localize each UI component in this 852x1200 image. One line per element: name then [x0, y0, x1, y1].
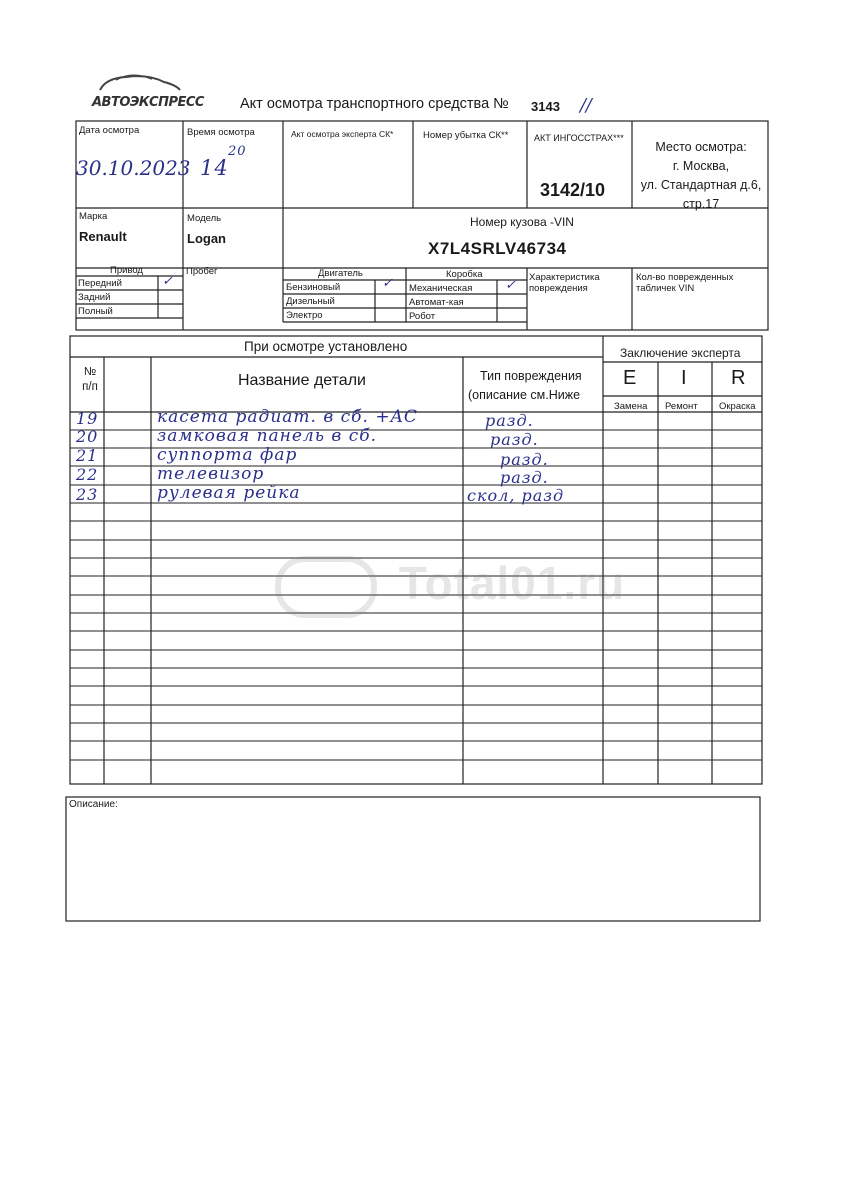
r-label: Окраска	[719, 401, 756, 412]
drive-front-check-icon: ✓	[162, 274, 174, 289]
row-damage-type: разд.	[490, 430, 539, 449]
engine-petrol-check-icon: ✓	[382, 276, 394, 291]
act-number: 3143	[531, 99, 560, 114]
date-label: Дата осмотра	[79, 125, 140, 136]
drive-option-full: Полный	[78, 306, 113, 317]
i-letter: I	[681, 367, 687, 389]
place-line-3: стр.17	[682, 197, 720, 211]
gearbox-option-robot: Робот	[409, 311, 436, 322]
vin-plates-label: Кол-во поврежденных табличек VIN	[636, 272, 734, 294]
model-label: Модель	[187, 213, 222, 224]
engine-label: Двигатель	[318, 268, 363, 279]
brand-label: Марка	[79, 211, 108, 222]
row-part-name: телевизор	[157, 464, 265, 484]
row-num: 19	[76, 409, 99, 428]
col-name-header: Название детали	[238, 372, 366, 389]
place-line-2: ул. Стандартная д.6,	[640, 178, 762, 192]
expert-act-label: Акт осмотра эксперта СК*	[291, 129, 394, 139]
loss-number-label: Номер убытка СК**	[423, 130, 509, 141]
act-number-mark: / /	[580, 95, 589, 116]
mileage-label: Пробег	[186, 266, 218, 277]
gearbox-option-manual: Механическая	[409, 283, 473, 294]
place-line-1: г. Москва,	[672, 159, 730, 173]
row-damage-type: разд.	[500, 468, 549, 487]
engine-option-diesel: Дизельный	[286, 296, 335, 307]
row-num: 23	[76, 485, 99, 504]
row-damage-type: скол, разд	[467, 486, 565, 505]
watermark-text: Total01.ru	[398, 557, 626, 610]
row-num: 22	[76, 465, 99, 484]
place-block	[634, 138, 768, 214]
place-label: Место осмотра:	[655, 140, 747, 154]
gearbox-manual-check-icon: ✓	[505, 278, 517, 293]
model-value: Logan	[187, 231, 226, 246]
row-part-name: касета радиат. в сб. +AC	[157, 407, 418, 427]
date-value: 30.10.2023	[76, 156, 191, 180]
ingos-value: 3142/10	[540, 180, 606, 200]
brand-value: Renault	[79, 229, 127, 244]
row-part-name: суппорта фар	[157, 445, 298, 465]
section-title: При осмотре установлено	[244, 339, 408, 354]
document-title: Акт осмотра транспортного средства №	[240, 96, 509, 112]
drive-option-rear: Задний	[78, 292, 111, 303]
engine-option-petrol: Бензиновый	[286, 282, 341, 293]
vin-value: X7L4SRLV46734	[428, 239, 567, 258]
e-letter: E	[623, 367, 637, 389]
ingos-label: АКТ ИНГОССТРАХ***	[534, 133, 624, 143]
gearbox-option-auto: Автомат-кая	[409, 297, 464, 308]
row-num: 20	[76, 427, 99, 446]
company-logo	[92, 72, 204, 110]
row-num: 21	[76, 446, 99, 465]
drive-label: Привод	[110, 265, 143, 276]
watermark	[275, 556, 625, 618]
row-damage-type: разд.	[485, 411, 534, 430]
col-type-header-2: (описание см.Ниже	[468, 388, 581, 402]
e-label: Замена	[614, 401, 648, 412]
gearbox-label: Коробка	[446, 269, 483, 280]
vin-label: Номер кузова -VIN	[470, 215, 574, 229]
row-part-name: рулевая рейка	[157, 483, 301, 503]
description-label: Описание:	[69, 799, 118, 810]
engine-option-electric: Электро	[286, 310, 323, 321]
row-part-name: замковая панель в сб.	[157, 426, 378, 446]
time-hours: 14	[200, 156, 229, 180]
watermark-car-icon	[275, 556, 377, 618]
row-damage-type: разд.	[500, 450, 549, 469]
logo-text: АВТОЭКСПРЕСС	[92, 95, 204, 110]
i-label: Ремонт	[665, 401, 698, 412]
r-letter: R	[731, 367, 746, 389]
drive-option-front: Передний	[78, 278, 122, 289]
time-label: Время осмотра	[187, 127, 255, 138]
expert-title: Заключение эксперта	[620, 346, 741, 360]
col-num-header: № п/п	[82, 366, 98, 393]
damage-char-label: Характеристика повреждения	[529, 272, 600, 294]
col-type-header-1: Тип повреждения	[480, 369, 582, 383]
time-minutes: 20	[228, 144, 247, 159]
car-logo-icon	[92, 72, 188, 92]
